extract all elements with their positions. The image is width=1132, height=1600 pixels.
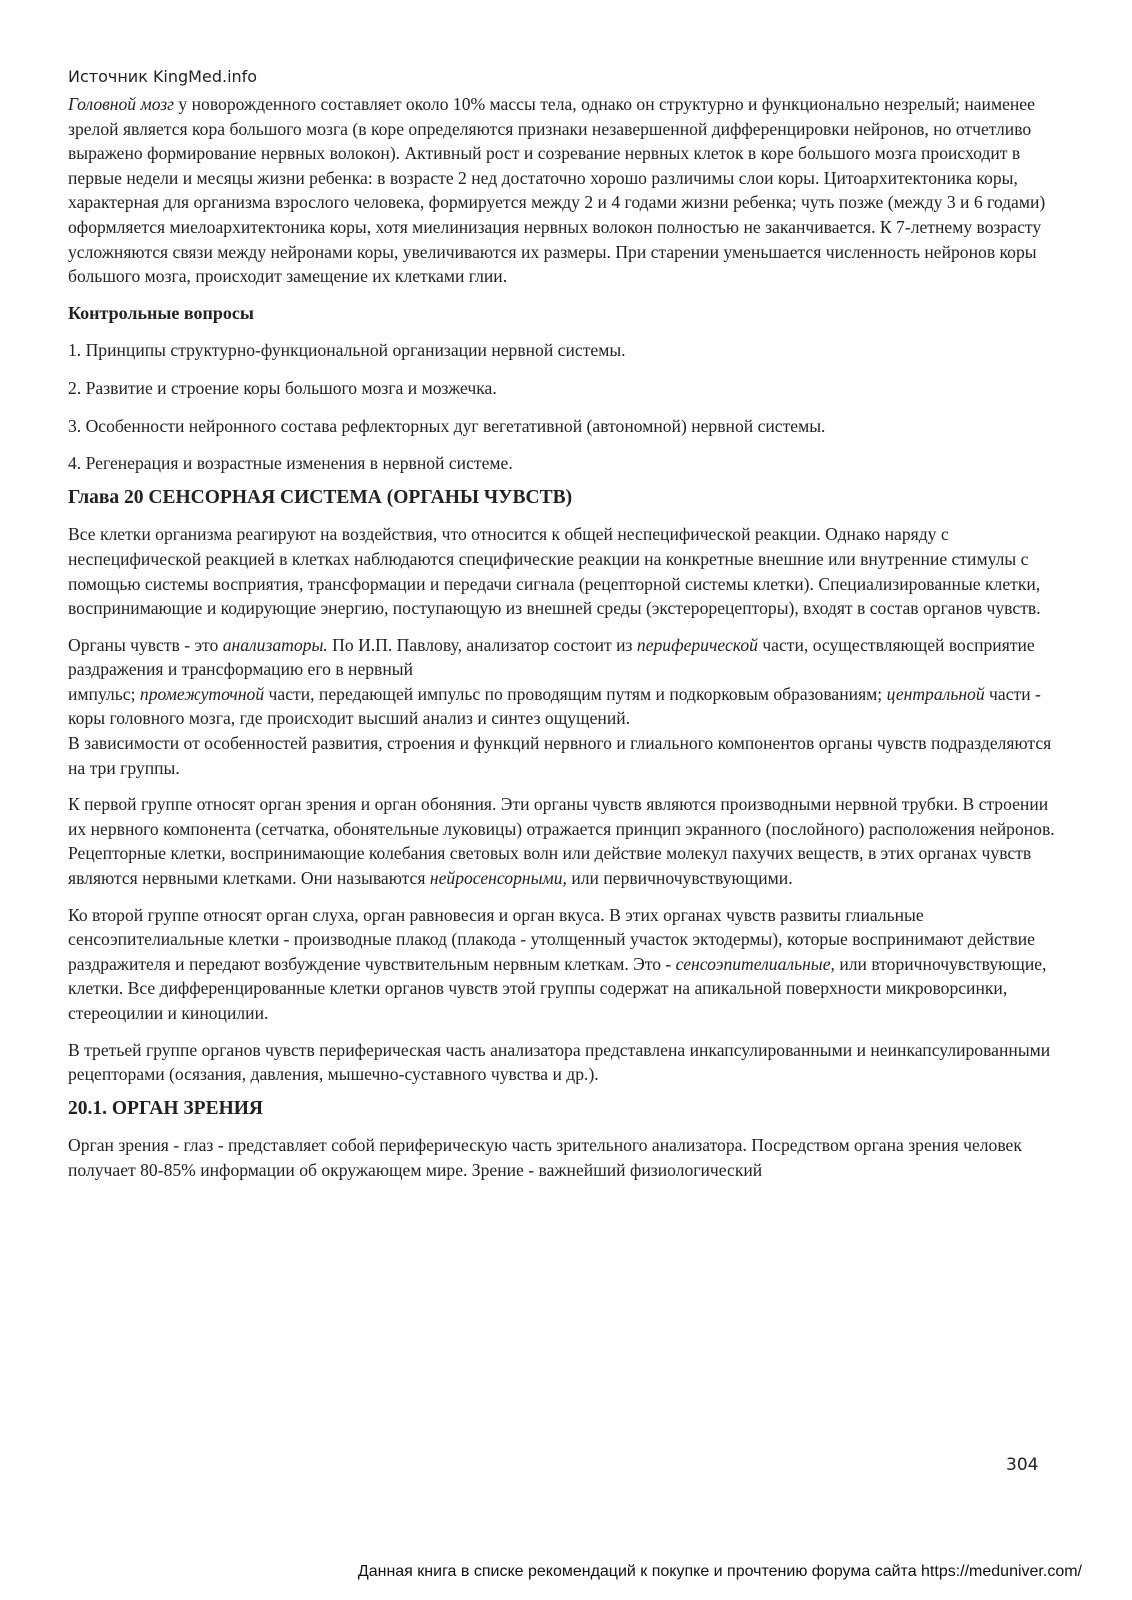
italic-term: сенсоэпителиальные, — [675, 953, 835, 974]
text-run: По И.П. Павлову, анализатор состоит из — [327, 634, 637, 655]
question-item: 4. Регенерация и возрастные изменения в нервной системе. — [68, 453, 513, 474]
question-item: 1. Принципы структурно-функциональной организации нервной системы. — [68, 340, 626, 361]
italic-term: нейросенсорными, — [429, 868, 567, 889]
intro-paragraph — [68, 92, 1068, 289]
footer-note: Данная книга в списке рекомендаций к покупке и прочтению форума сайта https://meduniver.com/ — [357, 1563, 1082, 1580]
text-run: части, осуществляющей восприятие раздражения и трансформацию его в нервный — [68, 634, 1035, 680]
source-label: Источник KingMed.info — [68, 67, 258, 86]
questions-heading: Контрольные вопросы — [68, 302, 254, 323]
intro-italic-term: Головной мозг — [68, 94, 175, 114]
italic-term: анализаторы. — [222, 634, 328, 655]
chapter-paragraph-4 — [68, 903, 1068, 1026]
intro-text: у новорожденного составляет около 10% массы тела, однако он структурно и функционально незрелый; наименее зрелой является кора большого мозга (в коре определяются признаки незавершенной дифференцировки нейронов, но отчетливо выражено формирование нервных волокон). Активный рост и созревание нервных клеток в коре большого мозга происходит в первые недели и месяцы жизни ребенка: в возрасте 2 нед достаточно хорошо различимы слои коры. Цитоархитектоника коры, характерная для организма взрослого человека, формируется между 2 и 4 годами жизни ребенка; чуть позже (между 3 и 6 годами) оформляется миелоархитектоника коры, хотя миелинизация нервных волокон полностью не заканчивается. К 7-летнему возрасту усложняются связи между нейронами коры, увеличиваются их размеры. При старении уменьшается численность нейронов коры большого мозга, происходит замещение их клетками глии. — [68, 94, 1046, 287]
chapter-paragraph-2 — [68, 633, 1068, 781]
page-number: 304 — [1006, 1455, 1039, 1475]
text-run: В зависимости от особенностей развития, строения и функций нервного и глиального компонентов органы чувств подразделяются на три группы. — [68, 733, 1052, 778]
text-run: или вторичночувствующие, клетки. Все дифференцированные клетки органов чувств этой группы содержат на апикальной поверхности микроворсинки, стереоцилии и киноцилии. — [68, 953, 1047, 1023]
section-paragraph-1: Орган зрения - глаз - представляет собой периферическую часть зрительного анализатора. Посредством органа зрения человек получает 80-85% информации об окружающем мире. Зрение - важнейший физиологический — [68, 1135, 1022, 1180]
text-run: или первичночувствующими. — [566, 868, 793, 889]
text-run: К первой группе относят орган зрения и орган обоняния. Эти органы чувств являются производными нервной трубки. В строении их нервного компонента (сетчатка, обонятельные луковицы) отражается принцип экранного (послойного) расположения нейронов. Рецепторные клетки, воспринимающие колебания световых волн или действие молекул пахучих веществ, в этих органах чувств являются нервными клетками. Они называются — [68, 794, 1055, 889]
text-run: части - коры головного мозга, где происходит высший анализ и синтез ощущений. — [68, 683, 1041, 729]
chapter-paragraph-3 — [68, 792, 1068, 890]
chapter-title: Глава 20 СЕНСОРНАЯ СИСТЕМА (ОРГАНЫ ЧУВСТВ) — [68, 486, 573, 508]
text-run: импульс; — [68, 683, 140, 704]
page-body — [68, 92, 1068, 1183]
question-item: 3. Особенности нейронного состава рефлекторных дуг вегетативной (автономной) нервной системы. — [68, 415, 826, 436]
italic-term: периферической — [636, 634, 758, 655]
question-item: 2. Развитие и строение коры большого мозга и мозжечка. — [68, 377, 497, 398]
text-run: Ко второй группе относят орган слуха, орган равновесия и орган вкуса. В этих органах чувств развиты глиальные сенсоэпителиальные клетки - производные плакод (плакода - утолщенный участок эктодермы), которые воспринимают действие раздражителя и передают возбуждение чувствительным нервным клеткам. Это - — [68, 904, 1035, 974]
section-title: 20.1. ОРГАН ЗРЕНИЯ — [68, 1097, 263, 1119]
italic-term: промежуточной — [139, 683, 265, 704]
chapter-paragraph-5: В третьей группе органов чувств периферическая часть анализатора представлена инкапсулированными и неинкапсулированными рецепторами (осязания, давления, мышечно-суставного чувства и др.). — [68, 1039, 1051, 1085]
italic-term: центральной — [886, 683, 985, 704]
text-run: Органы чувств - это — [68, 634, 223, 655]
chapter-paragraph-1: Все клетки организма реагируют на воздействия, что относится к общей неспецифической реакции. Однако наряду с неспецифической реакцией в клетках наблюдаются специфические реакции на конкретные внешние или внутренние стимулы с помощью системы восприятия, трансформации и передачи сигнала (рецепторной системы клетки). Специализированные клетки, воспринимающие и кодирующие энергию, поступающую из внешней среды (экстерорецепторы), входят в состав органов чувств. — [68, 524, 1041, 619]
text-run: части, передающей импульс по проводящим путям и подкорковым образованиям; — [264, 683, 887, 704]
